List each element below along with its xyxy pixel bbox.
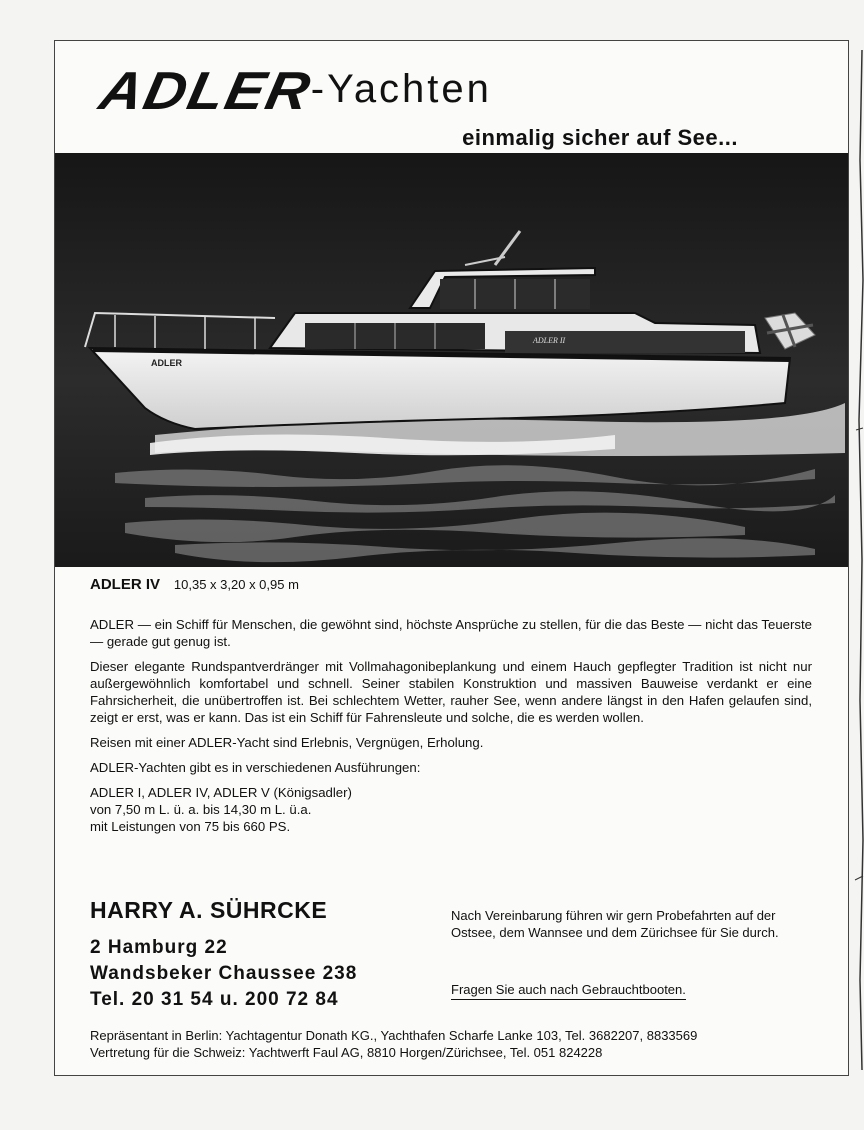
variants-line-3: mit Leistungen von 75 bis 660 PS.	[90, 819, 291, 834]
phone-numbers: Tel. 20 31 54 u. 200 72 84	[90, 989, 339, 1010]
tagline: einmalig sicher auf See...	[462, 125, 738, 150]
footer	[90, 1027, 830, 1061]
scan-edge-marks	[852, 40, 864, 1080]
model-dimensions: 10,35 x 3,20 x 0,95 m	[173, 577, 299, 592]
test-drive-note: Nach Vereinbarung führen wir gern Probefahrten auf der Ostsee, dem Wannsee und dem Zürichsee für Sie durch.	[451, 908, 779, 940]
paragraph-description: Dieser elegante Rundspantverdränger mit Vollmahagonibeplankung und einem Hauch gepflegter Tradition ist nicht nur außergewöhnlich komfortabel und schnell. Seiner stabilen Konstruktion und massiven Bauweise verdankt er eine Fahrsicherheit, die unübertroffen ist. Bei schlechtem Wetter, rauher See, wenn andere längst in den Hafen gelaufen sind, zeigt er erst, was er kann. Das ist ein Schiff für Fahrensleute und solche, die es werden wollen.	[90, 659, 812, 725]
paragraph-variants-intro: ADLER-Yachten gibt es in verschiedenen Ausführungen:	[90, 760, 421, 775]
address-city: 2 Hamburg 22	[90, 937, 228, 958]
variants-line-1: ADLER I, ADLER IV, ADLER V (Königsadler)	[90, 785, 352, 800]
ad-frame	[54, 40, 849, 1076]
variants-list	[90, 784, 812, 835]
used-boats-note: Fragen Sie auch nach Gebrauchtbooten.	[451, 981, 686, 1000]
brand-logo: ADLER	[94, 61, 318, 121]
yacht-photo	[55, 153, 848, 567]
address-street: Wandsbeker Chaussee 238	[90, 963, 358, 984]
logo-row	[95, 59, 492, 119]
cabin-name: ADLER II	[533, 336, 566, 345]
hull-name: ADLER	[151, 358, 182, 368]
yacht-illustration	[55, 153, 848, 567]
company-name: HARRY A. SÜHRCKE	[90, 897, 328, 923]
paragraph-intro: ADLER — ein Schiff für Menschen, die gewöhnt sind, höchste Ansprüche zu stellen, für die das Beste — nicht das Teuerste — gerade gut genug ist.	[90, 617, 812, 649]
footer-berlin: Repräsentant in Berlin: Yachtagentur Donath KG., Yachthafen Scharfe Lanke 103, Tel. 3682207, 8833569	[90, 1028, 698, 1043]
model-name: ADLER IV	[90, 576, 161, 593]
paragraph-travel: Reisen mit einer ADLER-Yacht sind Erlebnis, Vergnügen, Erholung.	[90, 735, 484, 750]
body-text	[90, 616, 812, 843]
model-line	[90, 576, 299, 593]
variants-line-2: von 7,50 m L. ü. a. bis 14,30 m L. ü.a.	[90, 802, 312, 817]
footer-schweiz: Vertretung für die Schweiz: Yachtwerft Faul AG, 8810 Horgen/Zürichsee, Tel. 051 824228	[90, 1045, 603, 1060]
brand-suffix: -Yachten	[310, 67, 492, 111]
